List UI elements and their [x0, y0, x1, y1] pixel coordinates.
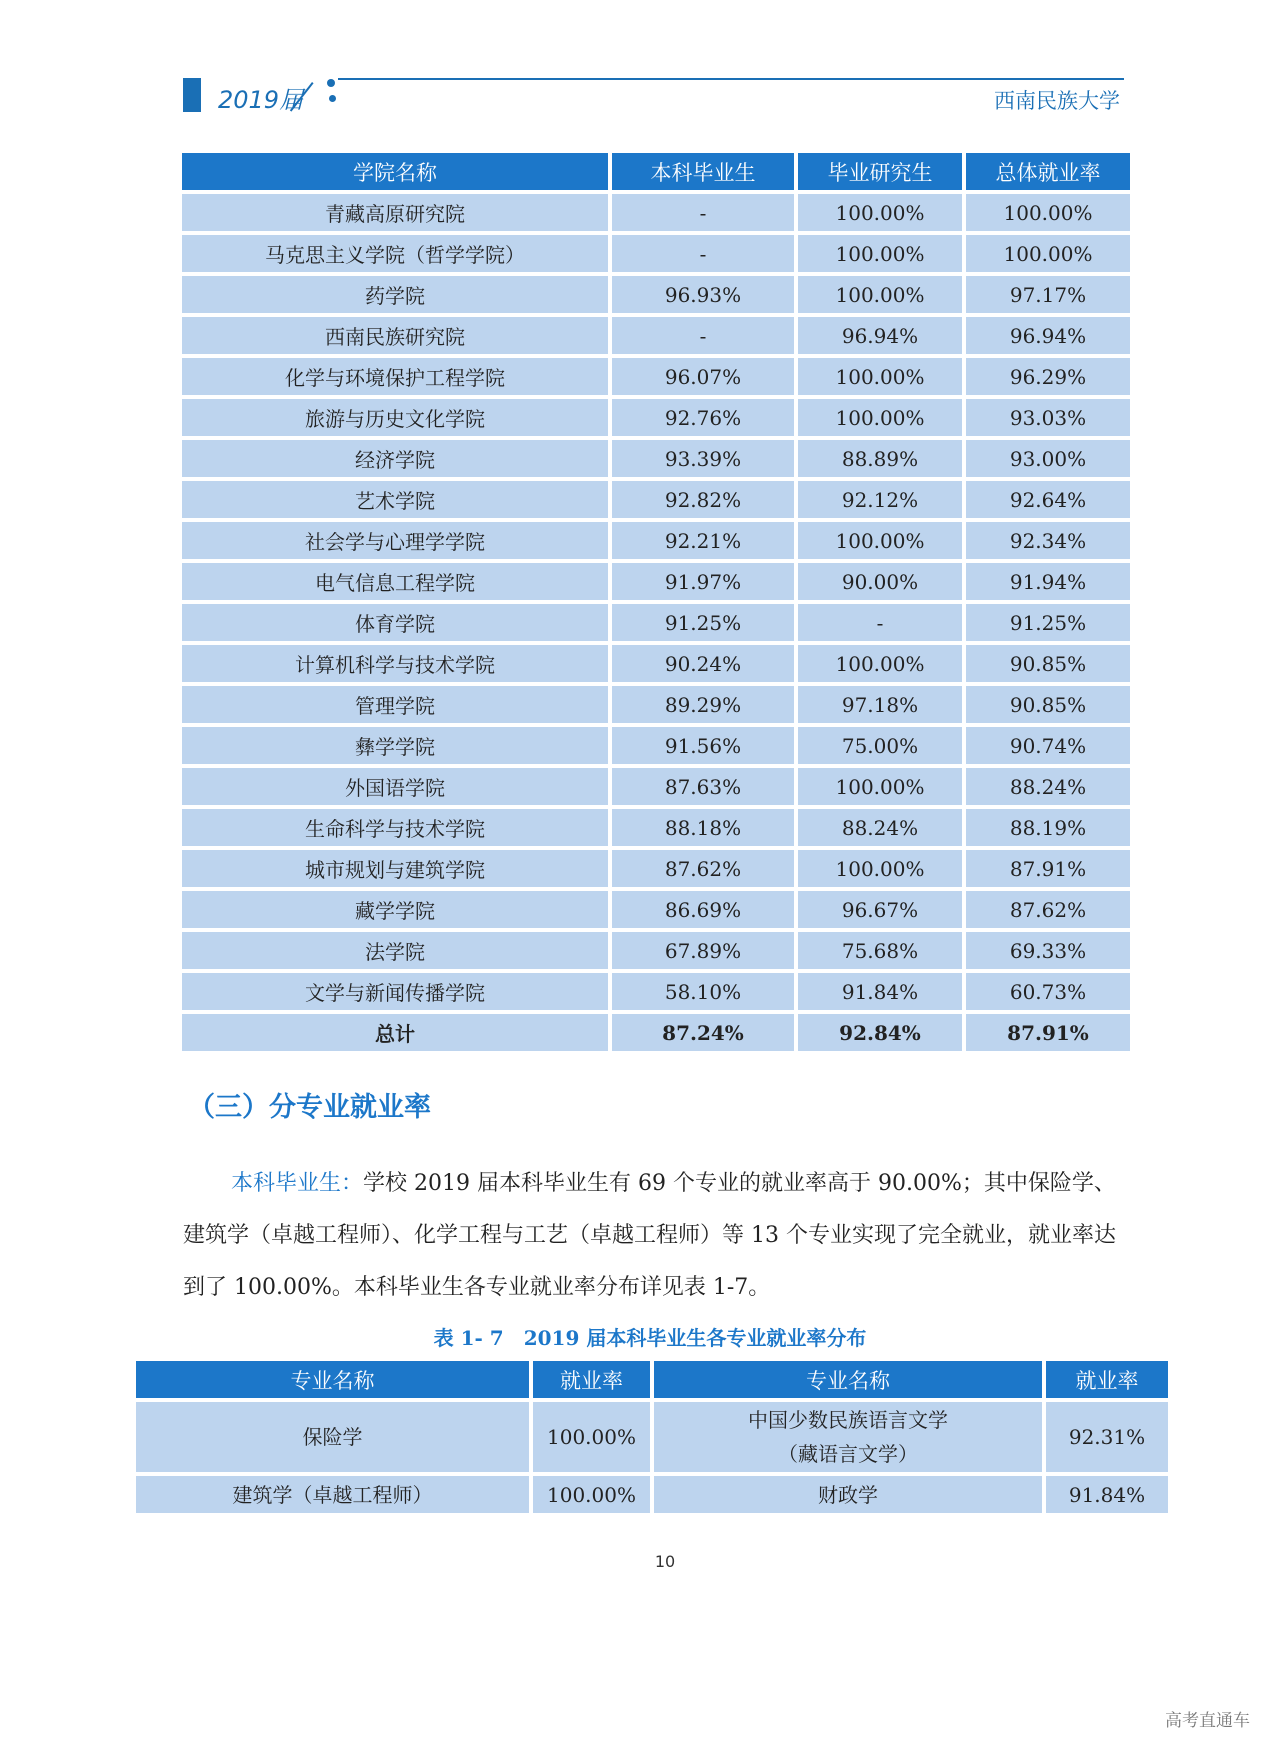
overall-rate: 96.29% — [966, 358, 1130, 395]
postgrad-rate: 100.00% — [798, 645, 962, 682]
watermark: 高考直通车 — [1165, 1711, 1250, 1731]
overall-rate: 96.94% — [966, 317, 1130, 354]
postgrad-rate: 96.67% — [798, 891, 962, 928]
overall-rate: 90.85% — [966, 645, 1130, 682]
college-name: 计算机科学与技术学院 — [182, 645, 608, 682]
college-name: 经济学院 — [182, 440, 608, 477]
college-name: 社会学与心理学学院 — [182, 522, 608, 559]
section-heading: （三）分专业就业率 — [188, 1092, 431, 1123]
header-employment-rate: 就业率 — [1046, 1361, 1168, 1398]
college-name: 生命科学与技术学院 — [182, 809, 608, 846]
postgrad-rate: 75.68% — [798, 932, 962, 969]
overall-rate: 90.85% — [966, 686, 1130, 723]
college-name: 城市规划与建筑学院 — [182, 850, 608, 887]
undergrad-rate: 96.07% — [612, 358, 794, 395]
undergrad-rate: 67.89% — [612, 932, 794, 969]
overall-rate: 93.00% — [966, 440, 1130, 477]
header-college: 学院名称 — [182, 153, 608, 190]
overall-rate: 88.24% — [966, 768, 1130, 805]
overall-rate: 90.74% — [966, 727, 1130, 764]
table-row — [136, 1476, 1168, 1513]
college-name: 化学与环境保护工程学院 — [182, 358, 608, 395]
major-name — [654, 1402, 1042, 1472]
college-name: 艺术学院 — [182, 481, 608, 518]
table-row — [182, 645, 1130, 682]
undergrad-rate: 87.63% — [612, 768, 794, 805]
table-row — [182, 563, 1130, 600]
undergrad-rate: - — [612, 317, 794, 354]
table-row — [182, 686, 1130, 723]
table-row — [182, 399, 1130, 436]
overall-rate: 91.94% — [966, 563, 1130, 600]
paragraph-lead: 本科毕业生： — [231, 1171, 364, 1196]
undergrad-rate: 58.10% — [612, 973, 794, 1010]
college-name: 电气信息工程学院 — [182, 563, 608, 600]
postgrad-rate: 100.00% — [798, 276, 962, 313]
postgrad-rate: 88.89% — [798, 440, 962, 477]
postgrad-rate: 88.24% — [798, 809, 962, 846]
header-overall-rate: 总体就业率 — [966, 153, 1130, 190]
undergrad-rate: 96.93% — [612, 276, 794, 313]
college-name: 青藏高原研究院 — [182, 194, 608, 231]
table-row — [182, 440, 1130, 477]
table-header-row — [182, 153, 1130, 190]
table-row — [182, 727, 1130, 764]
major-employment-table — [132, 1357, 1172, 1517]
table-row — [182, 317, 1130, 354]
postgrad-rate: 92.12% — [798, 481, 962, 518]
college-name: 藏学学院 — [182, 891, 608, 928]
header-rule — [338, 78, 1124, 80]
undergrad-rate: 88.18% — [612, 809, 794, 846]
total-postgrad-rate: 92.84% — [798, 1014, 962, 1051]
postgrad-rate: 90.00% — [798, 563, 962, 600]
college-name: 马克思主义学院（哲学学院） — [182, 235, 608, 272]
undergrad-rate: 92.21% — [612, 522, 794, 559]
undergrad-rate: 90.24% — [612, 645, 794, 682]
major-name-line: （藏语言文学） — [778, 1442, 918, 1466]
employment-rate: 91.84% — [1046, 1476, 1168, 1513]
table-row — [182, 973, 1130, 1010]
undergrad-rate: 93.39% — [612, 440, 794, 477]
header-major-name: 专业名称 — [654, 1361, 1042, 1398]
table-row — [182, 358, 1130, 395]
header-school-name: 西南民族大学 — [994, 89, 1120, 113]
table-row — [182, 604, 1130, 641]
postgrad-rate: 100.00% — [798, 194, 962, 231]
overall-rate: 92.34% — [966, 522, 1130, 559]
employment-rate: 100.00% — [533, 1476, 650, 1513]
page-number: 10 — [654, 1552, 676, 1571]
postgrad-rate: 100.00% — [798, 235, 962, 272]
postgrad-rate: 100.00% — [798, 768, 962, 805]
header-postgrad: 毕业研究生 — [798, 153, 962, 190]
overall-rate: 88.19% — [966, 809, 1130, 846]
overall-rate: 92.64% — [966, 481, 1130, 518]
table-row — [136, 1402, 1168, 1472]
undergrad-rate: 89.29% — [612, 686, 794, 723]
postgrad-rate: 100.00% — [798, 850, 962, 887]
header-dot-decoration — [329, 95, 336, 102]
postgrad-rate: 100.00% — [798, 399, 962, 436]
college-name: 文学与新闻传播学院 — [182, 973, 608, 1010]
header-accent-bar — [183, 78, 201, 112]
total-overall-rate: 87.91% — [966, 1014, 1130, 1051]
undergrad-rate: 91.25% — [612, 604, 794, 641]
header-employment-rate: 就业率 — [533, 1361, 650, 1398]
overall-rate: 69.33% — [966, 932, 1130, 969]
overall-rate: 60.73% — [966, 973, 1130, 1010]
header-dot-decoration — [327, 79, 335, 87]
table-header-row — [136, 1361, 1168, 1398]
major-name: 保险学 — [136, 1402, 529, 1472]
total-undergrad-rate: 87.24% — [612, 1014, 794, 1051]
college-name: 法学院 — [182, 932, 608, 969]
employment-rate: 92.31% — [1046, 1402, 1168, 1472]
college-name: 管理学院 — [182, 686, 608, 723]
table-row — [182, 768, 1130, 805]
postgrad-rate: 100.00% — [798, 358, 962, 395]
employment-rate: 100.00% — [533, 1402, 650, 1472]
table-row — [182, 891, 1130, 928]
postgrad-rate: 100.00% — [798, 522, 962, 559]
undergrad-rate: 91.97% — [612, 563, 794, 600]
table-row — [182, 194, 1130, 231]
table-row — [182, 522, 1130, 559]
college-name: 外国语学院 — [182, 768, 608, 805]
major-name: 建筑学（卓越工程师） — [136, 1476, 529, 1513]
table-row — [182, 235, 1130, 272]
college-name: 体育学院 — [182, 604, 608, 641]
overall-rate: 87.91% — [966, 850, 1130, 887]
header-year: 2019届 — [218, 86, 304, 114]
college-name: 旅游与历史文化学院 — [182, 399, 608, 436]
college-employment-table — [178, 149, 1134, 1055]
postgrad-rate: - — [798, 604, 962, 641]
postgrad-rate: 96.94% — [798, 317, 962, 354]
table-total-row — [182, 1014, 1130, 1051]
overall-rate: 97.17% — [966, 276, 1130, 313]
table-row — [182, 809, 1130, 846]
major-name: 财政学 — [654, 1476, 1042, 1513]
undergrad-rate: 87.62% — [612, 850, 794, 887]
undergrad-rate: 92.76% — [612, 399, 794, 436]
table-caption: 表 1- 7 2019 届本科毕业生各专业就业率分布 — [433, 1326, 867, 1350]
overall-rate: 100.00% — [966, 194, 1130, 231]
overall-rate: 87.62% — [966, 891, 1130, 928]
undergrad-rate: - — [612, 194, 794, 231]
undergrad-rate: 91.56% — [612, 727, 794, 764]
college-name: 西南民族研究院 — [182, 317, 608, 354]
table-row — [182, 481, 1130, 518]
college-name: 彝学学院 — [182, 727, 608, 764]
undergrad-rate: 86.69% — [612, 891, 794, 928]
college-name: 药学院 — [182, 276, 608, 313]
paragraph-text: 学校 2019 届本科毕业生有 69 个专业的就业率高于 90.00%；其中保险学、建筑学（卓越工程师）、化学工程与工艺（卓越工程师）等 13 个专业实现了完全就业，就业率达到了 100.00%。本科毕业生各专业就业率分布详见表 1-7。 — [183, 1171, 1116, 1300]
overall-rate: 93.03% — [966, 399, 1130, 436]
table-row — [182, 850, 1130, 887]
total-label: 总计 — [182, 1014, 608, 1051]
table-row — [182, 932, 1130, 969]
header-major-name: 专业名称 — [136, 1361, 529, 1398]
postgrad-rate: 75.00% — [798, 727, 962, 764]
major-name-line: 中国少数民族语言文学 — [748, 1408, 948, 1432]
overall-rate: 91.25% — [966, 604, 1130, 641]
undergrad-rate: - — [612, 235, 794, 272]
overall-rate: 100.00% — [966, 235, 1130, 272]
undergrad-rate: 92.82% — [612, 481, 794, 518]
table-row — [182, 276, 1130, 313]
postgrad-rate: 91.84% — [798, 973, 962, 1010]
body-paragraph — [183, 1158, 1123, 1314]
postgrad-rate: 97.18% — [798, 686, 962, 723]
header-undergrad: 本科毕业生 — [612, 153, 794, 190]
